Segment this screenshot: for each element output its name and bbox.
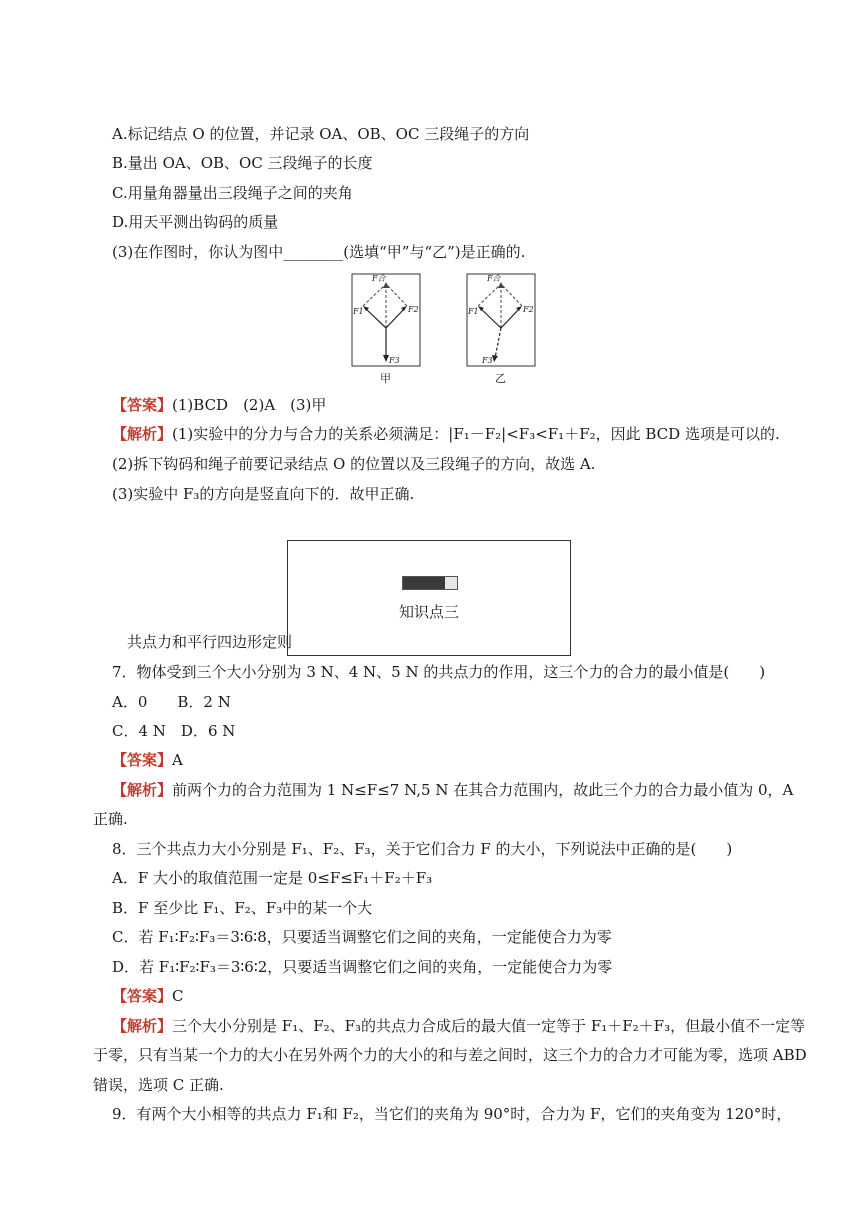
q7-analysis-2: 正确. — [93, 810, 128, 828]
q6-option-d: D.用天平测出钩码的质量 — [112, 213, 279, 231]
figure-yi — [465, 272, 537, 384]
fig-jia-label-f3: F3 — [389, 356, 400, 365]
figure-jia — [350, 272, 422, 384]
q6-option-b: B.量出 OA、OB、OC 三段绳子的长度 — [112, 154, 373, 172]
q6-answer: 【答案】(1)BCD (2)A (3)甲 — [112, 396, 327, 414]
q8-option-b: B．F 至少比 F₁、F₂、F₃中的某一个大 — [112, 899, 373, 917]
q8-analysis-1: 【解析】三个大小分别是 F₁、F₂、F₃的共点力合成后的最大值一定等于 F₁＋F₂＋F₃，但最小值不一定等 — [112, 1017, 806, 1035]
q7-stem: 7．物体受到三个大小分别为 3 N、4 N、5 N 的共点力的作用，这三个力的合力的最小值是( ) — [112, 663, 766, 681]
q7-answer: 【答案】A — [112, 751, 183, 769]
fig-yi-label-fhe: F合 — [487, 274, 501, 283]
section-title: 共点力和平行四边形定则 — [127, 633, 293, 651]
q8-option-c: C．若 F₁∶F₂∶F₃＝3∶6∶8，只要适当调整它们之间的夹角，一定能使合力为零 — [112, 928, 612, 946]
q8-answer: 【答案】C — [112, 987, 184, 1005]
fig-jia-label-fhe: F合 — [372, 274, 386, 283]
section-box — [287, 540, 571, 656]
q6-option-a: A.标记结点 O 的位置，并记录 OA、OB、OC 三段绳子的方向 — [112, 125, 530, 143]
q8-option-a: A．F 大小的取值范围一定是 0≤F≤F₁＋F₂＋F₃ — [112, 869, 433, 887]
q6-part3: (3)在作图时，你认为图中________(选填“甲”与“乙”)是正确的. — [112, 243, 526, 261]
q8-analysis-2: 于零，只有当某一个力的大小在另外两个力的大小的和与差之间时，这三个力的合力才可能为零，选项 ABD — [93, 1046, 807, 1064]
fig-jia-label-f1: F1 — [353, 307, 364, 316]
fig-jia-caption: 甲 — [380, 372, 391, 385]
fig-jia-label-f2: F2 — [408, 305, 419, 314]
q6-analysis-2: (2)拆下钩码和绳子前要记录结点 O 的位置以及三段绳子的方向，故选 A. — [112, 455, 596, 473]
q7-analysis-1: 【解析】前两个力的合力范围为 1 N≤F≤7 N,5 N 在其合力范围内，故此三个力的合力最小值为 0，A — [112, 781, 794, 799]
fig-yi-label-f3: F3 — [482, 356, 493, 365]
q6-analysis-3: (3)实验中 F₃的方向是竖直向下的．故甲正确. — [112, 485, 415, 503]
fig-yi-caption: 乙 — [495, 372, 506, 385]
q8-stem: 8．三个共点力大小分别是 F₁、F₂、F₃，关于它们合力 F 的大小，下列说法中正确的是( ) — [112, 840, 733, 858]
q6-option-c: C.用量角器量出三段绳子之间的夹角 — [112, 184, 353, 202]
section-progress-bar — [402, 576, 458, 590]
q8-analysis-3: 错误，选项 C 正确. — [93, 1076, 224, 1094]
q8-option-d: D．若 F₁∶F₂∶F₃＝3∶6∶2，只要适当调整它们之间的夹角，一定能使合力为零 — [112, 958, 613, 976]
fig-yi-label-f2: F2 — [523, 305, 534, 314]
q7-options-2: C．4 N D．6 N — [112, 722, 236, 740]
q6-analysis-1: 【解析】(1)实验中的分力与合力的关系必须满足：|F₁－F₂|<F₃<F₁＋F₂，因此 BCD 选项是可以的. — [112, 425, 780, 443]
section-label: 知识点三 — [398, 603, 459, 621]
q7-options-1: A．0 B．2 N — [112, 693, 231, 711]
q9-stem: 9．有两个大小相等的共点力 F₁和 F₂，当它们的夹角为 90°时，合力为 F，它们的夹角变为 120°时， — [112, 1105, 792, 1123]
fig-yi-label-f1: F1 — [468, 307, 479, 316]
section-progress-fill — [403, 577, 445, 589]
